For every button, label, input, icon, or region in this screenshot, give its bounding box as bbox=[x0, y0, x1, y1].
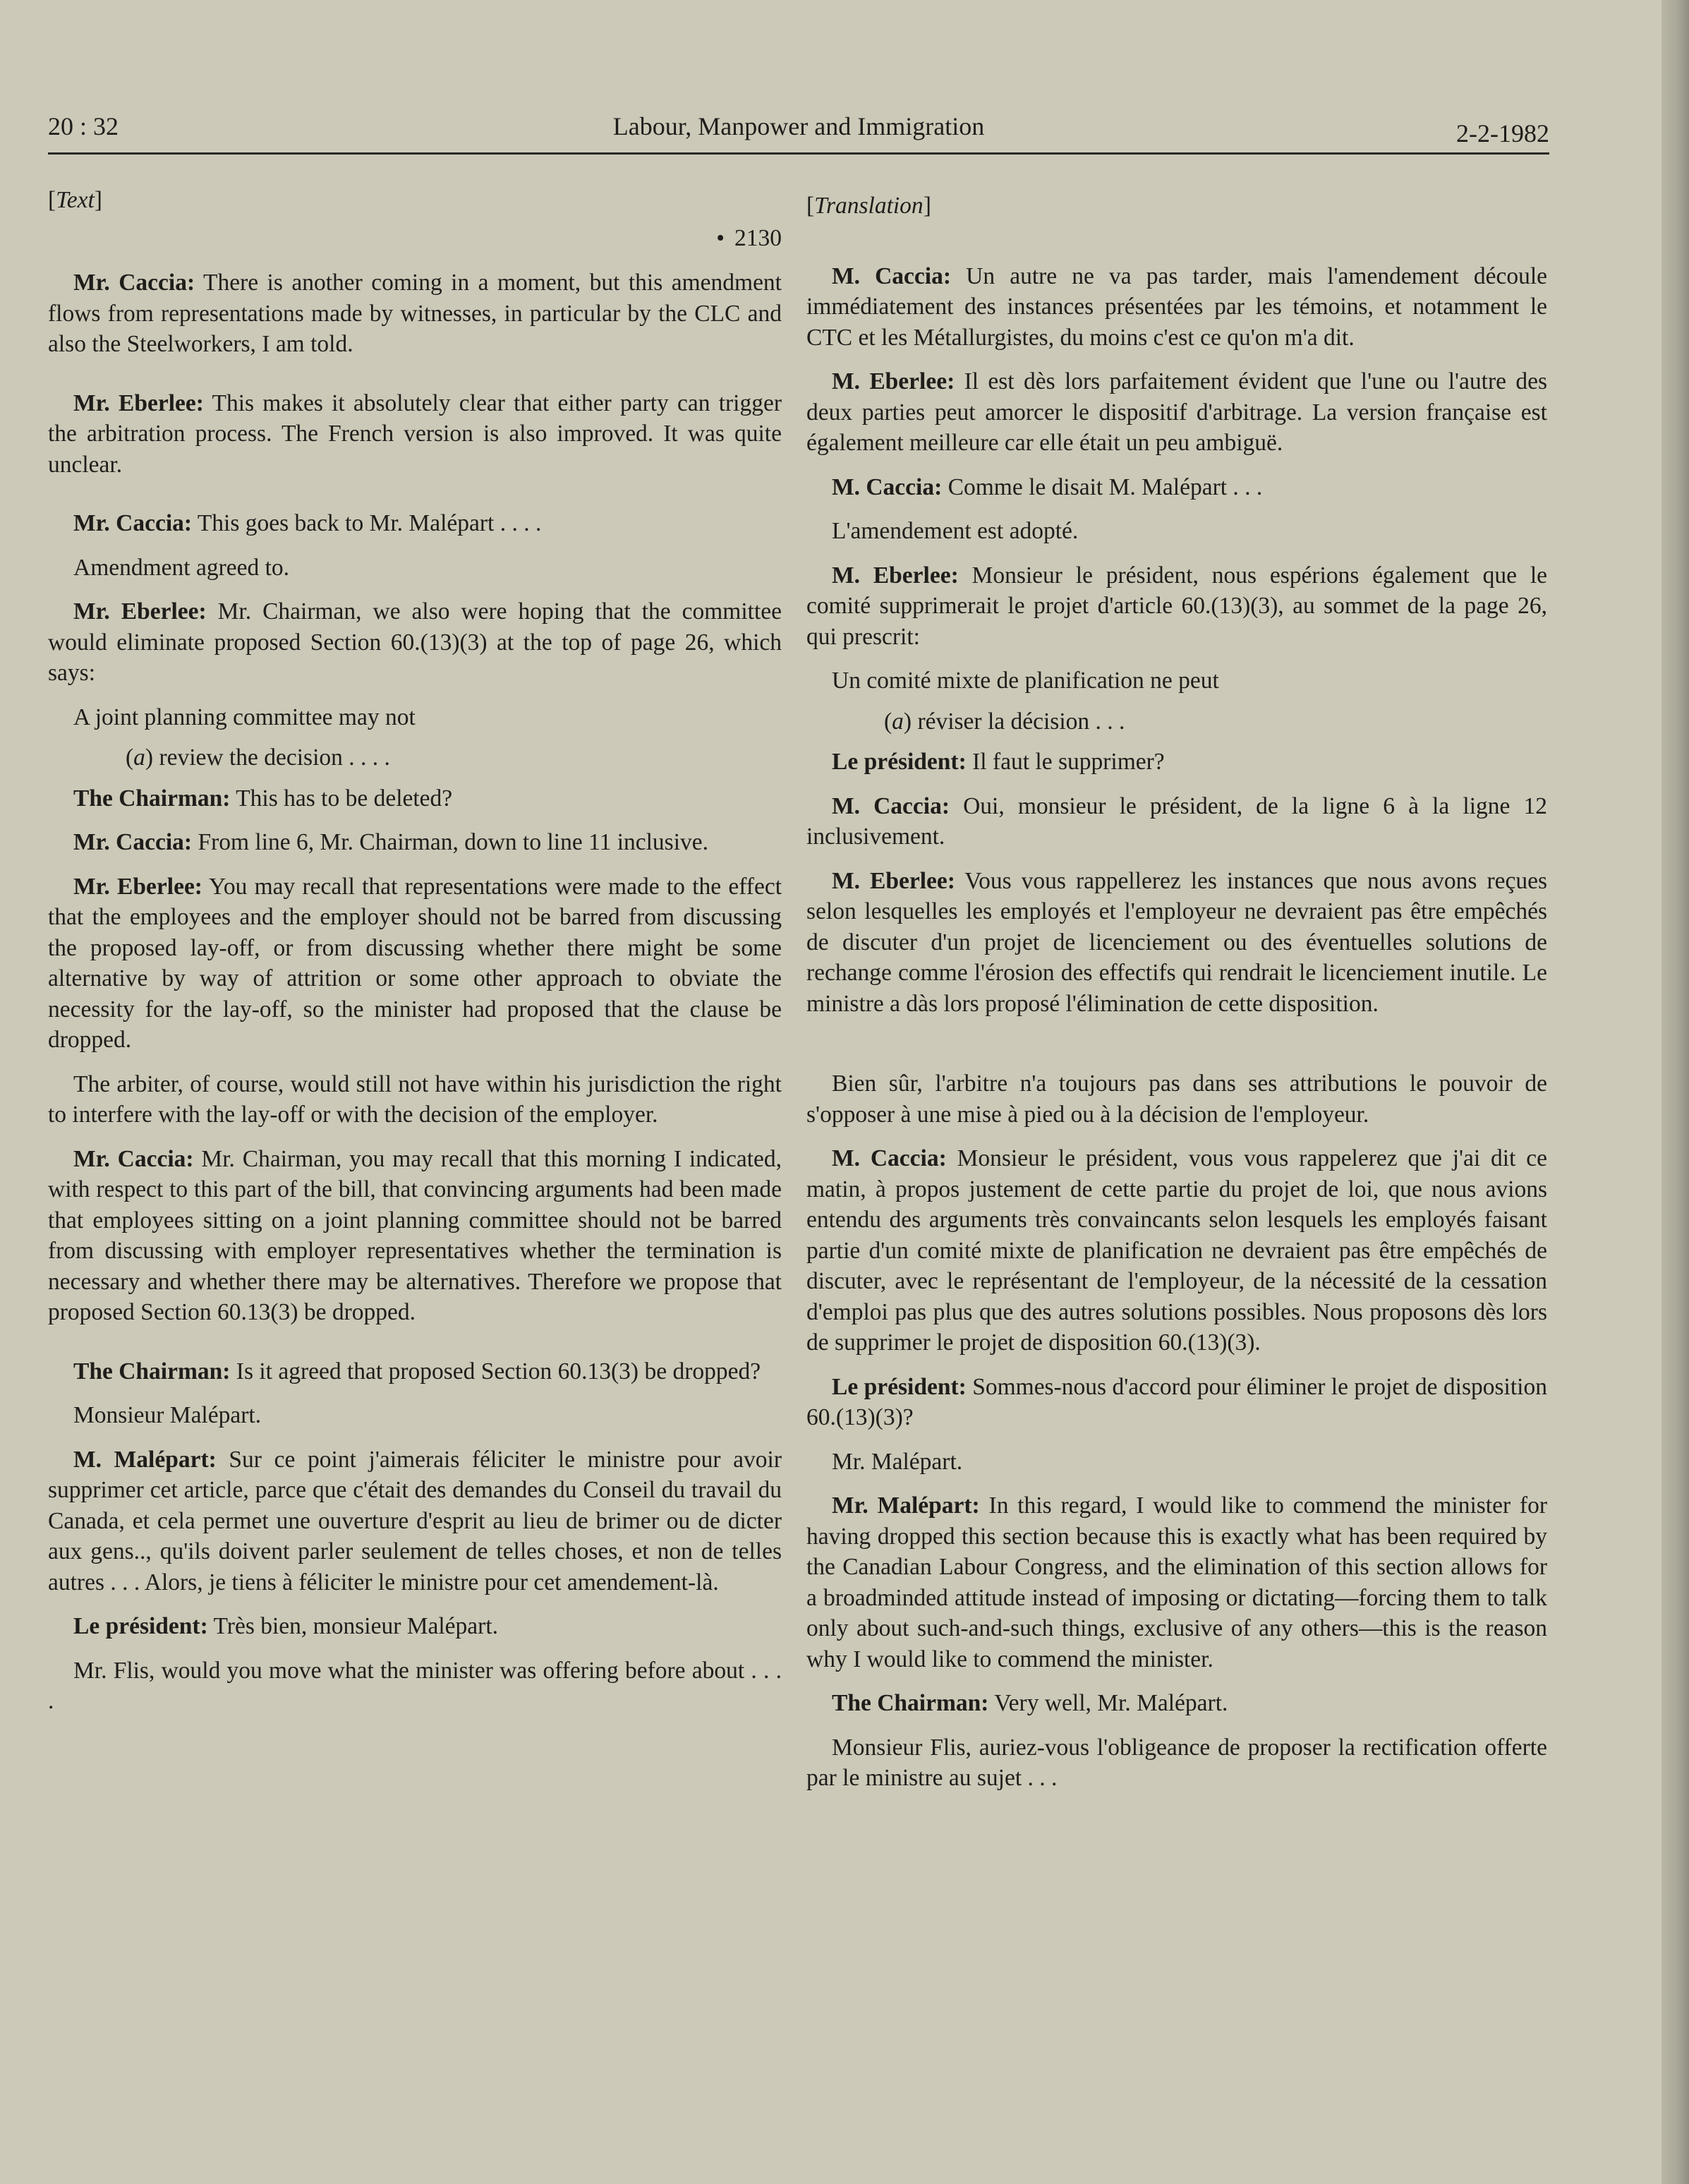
paragraph: Monsieur Flis, auriez-vous l'obligeance de proposer la rectification offerte par le ministre au sujet . . . bbox=[806, 1734, 1547, 1791]
paragraph: Monsieur Malépart. bbox=[73, 1402, 262, 1428]
paragraph: Mr. Flis, would you move what the minister was offering before about . . . . bbox=[48, 1657, 782, 1714]
bullet-icon: • bbox=[716, 224, 725, 251]
paragraph: Bien sûr, l'arbitre n'a toujours pas dans ses attributions le pouvoir de s'opposer à une mise à pied ou à la décision de l'employeur. bbox=[806, 1070, 1547, 1128]
paragraph: M. Eberlee: Il est dès lors parfaitement évident que l'une ou l'autre des deux parties peut amorcer le dispositif d'arbitrage. La version française est également meilleure car elle était un peu ambiguë. bbox=[806, 368, 1547, 456]
paragraph: Amendment agreed to. bbox=[73, 554, 290, 581]
paragraph: M. Malépart: Sur ce point j'aimerais féliciter le ministre pour avoir supprimer cet article, parce que c'était des demandes du Conseil du travail du Canada, et cela permet une ouverture d'esprit au lieu de brimer ou de dicter aux gens.., qu'ils doivent parler seulement de telles choses, et non de telles autres . . . Alors, je tiens à féliciter le ministre pour cet amendement-là. bbox=[48, 1446, 782, 1595]
running-title: Labour, Manpower and Immigration bbox=[612, 112, 985, 140]
paragraph: Le président: Il faut le supprimer? bbox=[832, 749, 1165, 775]
quoted-item: (a) review the decision . . . . bbox=[126, 744, 390, 771]
paragraph: Le président: Très bien, monsieur Malépart. bbox=[73, 1613, 499, 1639]
paragraph: The Chairman: Is it agreed that proposed Section 60.13(3) be dropped? bbox=[73, 1358, 761, 1384]
paragraph: Le président: Sommes-nous d'accord pour éliminer le projet de disposition 60.(13)(3)? bbox=[806, 1373, 1547, 1430]
quoted-text: Un comité mixte de planification ne peut bbox=[832, 668, 1219, 694]
paragraph: Mr. Caccia: There is another coming in a moment, but this amendment flows from representations made by witnesses, in particular by the CLC and also the Steelworkers, I am told. bbox=[48, 270, 782, 357]
paragraph: Mr. Eberlee: You may recall that representations were made to the effect that the employees and the employer should not be barred from discussing the proposed lay-off, or from discussing whether there might be some alternative by way of attrition or some other approach to obviate the necessity for the lay-off, so the minister had proposed that the clause be dropped. bbox=[48, 873, 782, 1053]
paragraph: The Chairman: Very well, Mr. Malépart. bbox=[832, 1690, 1228, 1716]
header-rule bbox=[48, 152, 1549, 155]
paragraph: Mr. Eberlee: This makes it absolutely clear that either party can trigger the arbitration process. The French version is also improved. It was quite unclear. bbox=[48, 390, 782, 478]
paragraph: Mr. Caccia: This goes back to Mr. Malépart . . . . bbox=[73, 510, 542, 536]
paragraph: The Chairman: This has to be deleted? bbox=[73, 785, 453, 812]
quoted-item: (a) réviser la décision . . . bbox=[884, 708, 1125, 735]
paragraph: Mr. Malépart: In this regard, I would like to commend the minister for having dropped this section because this is exactly what has been required by the Canadian Labour Congress, and the elimination of this section allows for a broadminded attitude instead of imposing or dictating—forcing them to talk only about such-and-such things, exclusive of any others—this is the reason why I would like to commend the minister. bbox=[806, 1492, 1547, 1672]
page-number: 20 : 32 bbox=[48, 112, 119, 140]
header-date: 2-2-1982 bbox=[1456, 119, 1549, 147]
paragraph: The arbiter, of course, would still not have within his jurisdiction the right to interfere with the lay-off or with the decision of the employer. bbox=[48, 1070, 782, 1128]
paragraph: Mr. Malépart. bbox=[832, 1448, 963, 1475]
paragraph: M. Caccia: Un autre ne va pas tarder, mais l'amendement découle immédiatement des instances présentées par les témoins, et notamment le CTC et les Métallurgistes, du moins c'est ce qu'on m'a dit. bbox=[806, 263, 1547, 351]
paragraph: M. Caccia: Comme le disait M. Malépart . . . bbox=[832, 473, 1263, 500]
quoted-text: A joint planning committee may not bbox=[73, 704, 416, 730]
page-edge bbox=[1661, 0, 1689, 2184]
right-column bbox=[806, 191, 1547, 1807]
paragraph: M. Caccia: Oui, monsieur le président, de la ligne 6 à la ligne 12 inclusivement. bbox=[806, 792, 1547, 850]
paragraph: M. Caccia: Monsieur le président, vous vous rappelerez que j'ai dit ce matin, à propos justement de cette partie du projet de loi, que nous avions entendu des arguments très convaincants selon lesquels les employés faisant partie d'un comité mixte de planification ne devraient pas être empêchés de discuter, avec le représentant de l'employeur, de la nécessité de la cessation d'emploi pas plus que des autres solutions possibles. Nous proposons dès lors de supprimer le projet de disposition 60.(13)(3). bbox=[806, 1145, 1548, 1356]
paragraph: L'amendement est adopté. bbox=[832, 518, 1079, 544]
running-header bbox=[48, 111, 1549, 151]
time-stamp: • 2130 bbox=[716, 224, 782, 251]
column-label-translation: [Translation] bbox=[806, 193, 931, 219]
paragraph: M. Eberlee: Vous vous rappellerez les instances que nous avons reçues selon lesquelles les employés et l'employeur ne devraient pas être empêchés de discuter d'un projet de licenciement ou des éventuelles solutions de rechange comme l'érosion des effectifs qui rendrait le licenciement inutile. Le ministre a dàs lors proposé l'élimination de cette disposition. bbox=[806, 867, 1547, 1017]
paragraph: M. Eberlee: Monsieur le président, nous espérions également que le comité supprimerait le projet d'article 60.(13)(3), au sommet de la page 26, qui prescrit: bbox=[806, 562, 1547, 650]
column-label-text: [Text] bbox=[48, 187, 102, 213]
paragraph: Mr. Caccia: From line 6, Mr. Chairman, down to line 11 inclusive. bbox=[73, 829, 709, 855]
paragraph: Mr. Eberlee: Mr. Chairman, we also were hoping that the committee would eliminate proposed Section 60.(13)(3) at the top of page 26, which says: bbox=[48, 598, 782, 686]
paragraph: Mr. Caccia: Mr. Chairman, you may recall that this morning I indicated, with respect to this part of the bill, that convincing arguments had been made that employees sitting on a joint planning committee should not be barred from discussing with employer representatives whether the termination is necessary and whether there may be alternatives. Therefore we propose that proposed Section 60.13(3) be dropped. bbox=[48, 1145, 782, 1325]
left-column bbox=[48, 185, 782, 1730]
